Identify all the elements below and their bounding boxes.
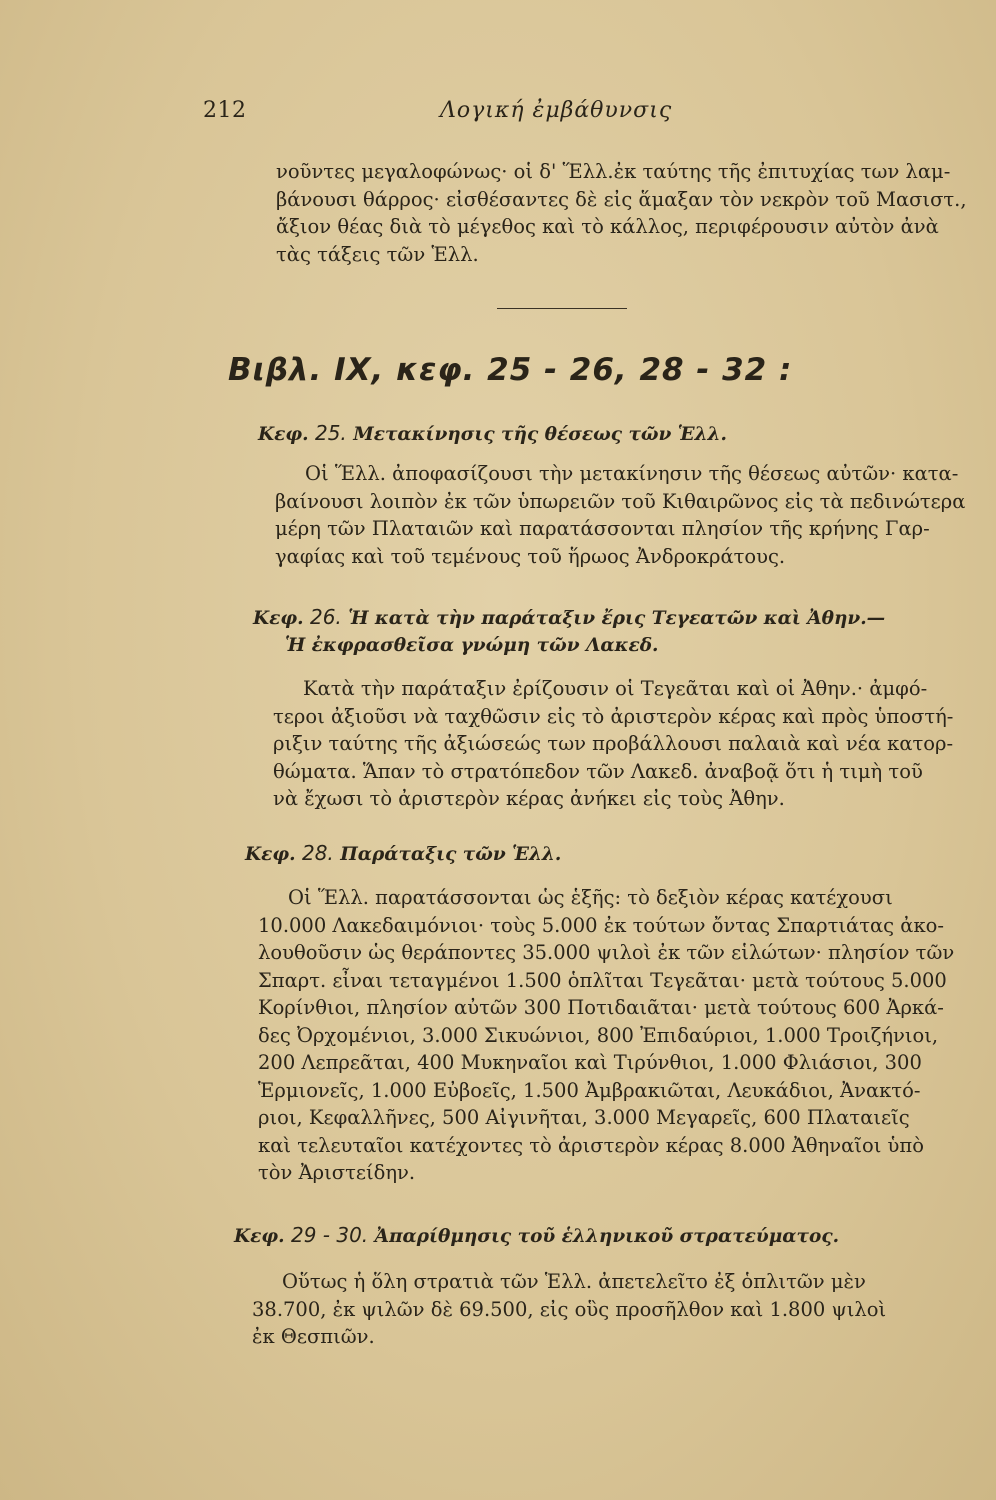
section-divider — [497, 308, 627, 309]
chapter-label: Κεφ. — [234, 1226, 285, 1247]
chapter-label: Κεφ. — [253, 608, 304, 629]
book-heading: Βιβλ. IX, κεφ. 25 - 26, 28 - 32 : — [228, 352, 793, 388]
text-line: βάνουσι θάρρος· εἰσθέσαντες δὲ εἰς ἅμαξαν τὸν νεκρὸν τοῦ Μασιστ., — [276, 187, 967, 211]
text-line: λουθοῦσιν ὡς θεράποντες 35.000 ψιλοὶ ἐκ τῶν εἱλώτων· πλησίον τῶν — [258, 941, 955, 964]
chapter-heading-26 — [253, 604, 885, 659]
chapter-heading-25 — [258, 420, 727, 448]
text-line: γαφίας καὶ τοῦ τεμένους τοῦ ἥρωος Ἀνδροκράτους. — [275, 544, 786, 568]
text-line: μέρη τῶν Πλαταιῶν καὶ παρατάσσονται πλησίον τῆς κρήνης Γαρ- — [275, 517, 930, 540]
text-line: βαίνουσι λοιπὸν ἐκ τῶν ὑπωρειῶν τοῦ Κιθαιρῶνος εἰς τὰ πεδινώτερα — [275, 489, 966, 513]
chapter-25-text — [275, 460, 966, 570]
chapter-title: Παράταξις τῶν Ἑλλ. — [340, 844, 562, 865]
chapter-heading-28 — [245, 840, 561, 868]
text-line: Οὕτως ἡ ὅλη στρατιὰ τῶν Ἑλλ. ἀπετελεῖτο ἐξ ὁπλιτῶν μὲν — [282, 1270, 866, 1293]
text-line: Ἑρμιονεῖς, 1.000 Εὐβοεῖς, 1.500 Ἀμβρακιῶται, Λευκάδιοι, Ἀνακτό- — [258, 1078, 921, 1102]
text-line: καὶ τελευταῖοι κατέχοντες τὸ ἀριστερὸν κέρας 8.000 Ἀθηναῖοι ὑπὸ — [258, 1133, 924, 1157]
text-line: Κορίνθιοι, πλησίον αὐτῶν 300 Ποτιδαιᾶται· μετὰ τούτους 600 Ἀρκά- — [258, 996, 944, 1019]
text-line: 10.000 Λακεδαιμόνιοι· τοὺς 5.000 ἐκ τούτων ὄντας Σπαρτιάτας ἀκο- — [258, 913, 944, 937]
text-line: τὰς τάξεις τῶν Ἑλλ. — [276, 242, 479, 266]
chapter-title: Ἀπαρίθμησις τοῦ ἑλληνικοῦ στρατεύματος. — [374, 1226, 840, 1247]
text-line: ριοι, Κεφαλλῆνες, 500 Αἰγινῆται, 3.000 Μεγαρεῖς, 600 Πλαταιεῖς — [258, 1106, 910, 1129]
chapter-heading-29-30 — [234, 1222, 839, 1250]
page-number: 212 — [203, 98, 247, 123]
chapter-title: Ἡ κατὰ τὴν παράταξιν ἔρις Τεγεατῶν καὶ Ἀθην.— — [348, 608, 886, 629]
text-line: Σπαρτ. εἶναι τεταγμένοι 1.500 ὁπλῖται Τεγεᾶται· μετὰ τούτους 5.000 — [258, 968, 947, 992]
text-line: νοῦντες μεγαλοφώνως· οἱ δ' Ἕλλ.ἐκ ταύτης τῆς ἐπιτυχίας των λαμ- — [276, 160, 951, 183]
text-line: τὸν Ἀριστείδην. — [258, 1161, 416, 1184]
text-line: τεροι ἀξιοῦσι νὰ ταχθῶσιν εἰς τὸ ἀριστερὸν κέρας καὶ πρὸς ὑποστή- — [273, 704, 954, 728]
text-line: νὰ ἔχωσι τὸ ἀριστερὸν κέρας ἀνήκει εἰς τοὺς Ἀθην. — [273, 787, 785, 810]
text-line: θώματα. Ἅπαν τὸ στρατόπεδον τῶν Λακεδ. ἀναβοᾷ ὅτι ἡ τιμὴ τοῦ — [273, 759, 923, 783]
text-line: ἐκ Θεσπιῶν. — [252, 1325, 375, 1348]
chapter-number: 25. — [314, 421, 347, 445]
chapter-29-30-text — [252, 1268, 912, 1351]
chapter-number: 28. — [301, 841, 334, 865]
text-line: Οἱ Ἕλλ. παρατάσσονται ὡς ἑξῆς: τὸ δεξιὸν κέρας κατέχουσι — [288, 886, 893, 909]
chapter-subtitle: Ἡ ἐκφρασθεῖσα γνώμη τῶν Λακεδ. — [285, 635, 659, 656]
text-line: 38.700, ἐκ ψιλῶν δὲ 69.500, εἰς οὓς προσῆλθον καὶ 1.800 ψιλοὶ — [252, 1297, 887, 1321]
chapter-label: Κεφ. — [258, 424, 309, 445]
text-line: δες Ὀρχομένιοι, 3.000 Σικυώνιοι, 800 Ἐπιδαύριοι, 1.000 Τροιζήνιοι, — [258, 1023, 939, 1047]
text-line: Οἱ Ἕλλ. ἀποφασίζουσι τὴν μετακίνησιν τῆς θέσεως αὐτῶν· κατα- — [305, 462, 959, 485]
text-line: ἄξιον θέας διὰ τὸ μέγεθος καὶ τὸ κάλλος, περιφέρουσιν αὐτὸν ἀνὰ — [276, 215, 939, 238]
chapter-28-text — [258, 884, 955, 1187]
text-line: 200 Λεπρεᾶται, 400 Μυκηναῖοι καὶ Τιρύνθιοι, 1.000 Φλιάσιοι, 300 — [258, 1051, 922, 1074]
chapter-number: 29 - 30. — [290, 1223, 369, 1247]
text-line: Κατὰ τὴν παράταξιν ἐρίζουσιν οἱ Τεγεᾶται καὶ οἱ Ἀθην.· ἀμφό- — [303, 677, 928, 700]
intro-paragraph — [276, 158, 967, 268]
chapter-title: Μετακίνησις τῆς θέσεως τῶν Ἑλλ. — [353, 424, 727, 445]
chapter-26-text — [273, 675, 954, 813]
chapter-label: Κεφ. — [245, 844, 296, 865]
running-title: Λογική ἐμβάθυνσις — [440, 98, 673, 123]
text-line: ριξιν ταύτης τῆς ἀξιώσεώς των προβάλλουσι παλαιὰ καὶ νέα κατορ- — [273, 732, 954, 755]
chapter-number: 26. — [309, 605, 342, 629]
